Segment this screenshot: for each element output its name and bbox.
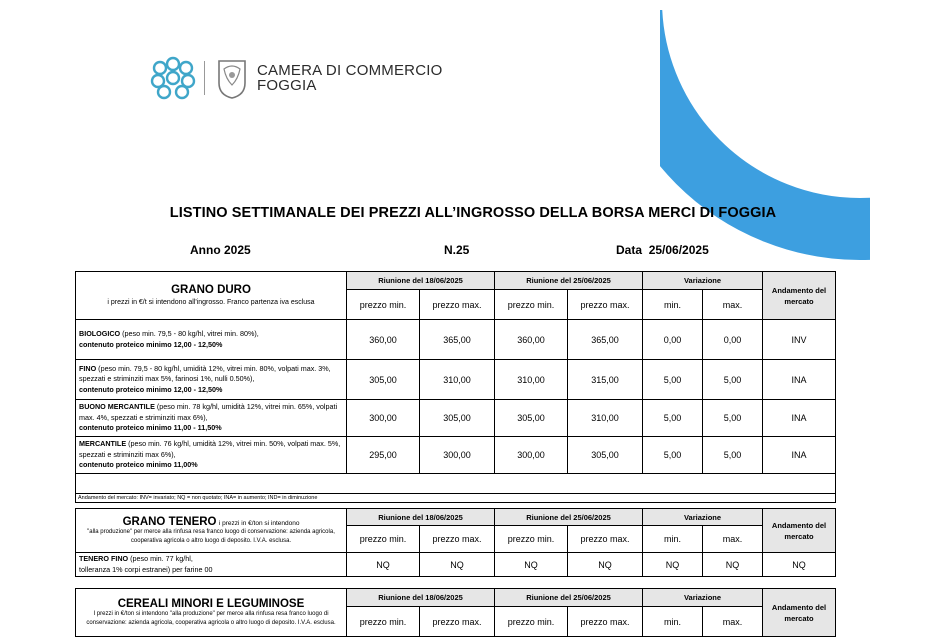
price-value: 310,00 xyxy=(495,360,568,400)
grano-duro-note: i prezzi in €/t si intendono all'ingrosso. Franco partenza iva esclusa xyxy=(107,299,315,306)
product-description: (peso min. 78 kg/hl, umidità 12%, vitrei min. 65%, volpati max. 4%, spezzati e striminziti max 6%), xyxy=(79,402,338,422)
col-var-min: min. xyxy=(643,607,703,637)
price-value: NQ xyxy=(347,553,420,577)
grano-tenero-title: GRANO TENERO xyxy=(122,516,217,528)
price-value: 5,00 xyxy=(703,400,763,437)
meta-data-value: 25/06/2025 xyxy=(648,243,709,257)
col-riunione-2: Riunione del 25/06/2025 xyxy=(495,272,643,290)
col-var-min: min. xyxy=(643,526,703,553)
col-andamento: Andamento del mercato xyxy=(763,589,836,637)
andamento-value: INA xyxy=(763,400,836,437)
foggia-seal-icon xyxy=(215,57,249,99)
table-row xyxy=(76,320,836,360)
price-value: 0,00 xyxy=(643,320,703,360)
col-prezzo-min: prezzo min. xyxy=(347,290,420,320)
decorative-arc xyxy=(600,0,946,260)
price-value: 5,00 xyxy=(703,360,763,400)
table-row xyxy=(76,553,836,577)
grano-tenero-note: "alla produzione" per merce alla rinfusa resa franco luogo di conservazione: azienda agricola, cooperativa agricola o altro luogo di deposito. I.V.A. esclusa. xyxy=(87,529,335,544)
price-value: 5,00 xyxy=(643,400,703,437)
col-prezzo-min: prezzo min. xyxy=(347,526,420,553)
cereali-note: I prezzi in €/ton si intendono "alla produzione" per merce alla rinfusa resa franco luogo di conservazione: azienda agricola, cooperativa agricola o altro luogo di deposito. I.V.A. esclusa. xyxy=(86,611,336,626)
organization-name xyxy=(257,63,442,93)
price-value: NQ xyxy=(495,553,568,577)
product-protein: contenuto proteico minimo 12,00 - 12,50% xyxy=(79,339,223,349)
price-value: 5,00 xyxy=(643,360,703,400)
andamento-value: INA xyxy=(763,437,836,474)
header-logo xyxy=(150,56,442,100)
price-value: 310,00 xyxy=(568,400,643,437)
grano-tenero-table xyxy=(75,508,836,577)
table-row xyxy=(76,437,836,474)
price-value: 360,00 xyxy=(347,320,420,360)
andamento-value: NQ xyxy=(763,553,836,577)
grano-tenero-header xyxy=(76,509,347,553)
price-value: 315,00 xyxy=(568,360,643,400)
col-variazione: Variazione xyxy=(643,509,763,526)
col-prezzo-min: prezzo min. xyxy=(495,290,568,320)
col-prezzo-max: prezzo max. xyxy=(568,290,643,320)
price-value: NQ xyxy=(643,553,703,577)
product-name: FINO xyxy=(79,363,97,373)
table-row xyxy=(76,400,836,437)
col-prezzo-min: prezzo min. xyxy=(495,526,568,553)
price-value: 5,00 xyxy=(703,437,763,474)
logo-separator xyxy=(204,61,205,95)
product-name: TENERO FINO xyxy=(79,554,129,563)
col-prezzo-min: prezzo min. xyxy=(495,607,568,637)
price-value: 5,00 xyxy=(643,437,703,474)
col-variazione: Variazione xyxy=(643,272,763,290)
meta-data-label: Data xyxy=(616,243,643,257)
col-var-max: max. xyxy=(703,607,763,637)
product-protein: contenuto proteico minimo 11,00 - 11,50% xyxy=(79,423,222,433)
cereali-header xyxy=(76,589,347,637)
product-name: BIOLOGICO xyxy=(79,329,121,338)
camera-commercio-logo-icon xyxy=(150,56,196,100)
product-description: (peso min. 79,5 - 80 kg/hl, vitrei min. 80%), xyxy=(122,329,259,338)
col-variazione: Variazione xyxy=(643,589,763,607)
col-prezzo-max: prezzo max. xyxy=(420,607,495,637)
col-var-min: min. xyxy=(643,290,703,320)
col-riunione-1: Riunione del 18/06/2025 xyxy=(347,589,495,607)
col-andamento: Andamento del mercato xyxy=(763,272,836,320)
col-prezzo-max: prezzo max. xyxy=(568,526,643,553)
col-var-max: max. xyxy=(703,290,763,320)
price-value: 365,00 xyxy=(420,320,495,360)
grano-duro-title: GRANO DURO xyxy=(171,284,251,296)
price-value: 365,00 xyxy=(568,320,643,360)
grano-duro-header xyxy=(76,272,347,320)
blank-row xyxy=(76,474,836,494)
product-cell xyxy=(76,437,347,474)
org-line2: FOGGIA xyxy=(257,77,317,94)
col-prezzo-min: prezzo min. xyxy=(347,607,420,637)
meta-numero: N.25 xyxy=(444,243,470,257)
cereali-title: CEREALI MINORI E LEGUMINOSE xyxy=(117,598,305,610)
meta-anno: Anno 2025 xyxy=(190,243,251,257)
grano-duro-table xyxy=(75,271,836,503)
product-name: MERCANTILE xyxy=(79,439,127,449)
price-value: 295,00 xyxy=(347,437,420,474)
product-description: (peso min. 76 kg/hl, umidità 12%, vitrei min. 50%, volpati max. 5%, spezzati e striminziti max 6%), xyxy=(79,439,341,459)
price-value: 305,00 xyxy=(568,437,643,474)
price-value: 305,00 xyxy=(420,400,495,437)
product-cell xyxy=(76,553,347,577)
meta-data xyxy=(616,243,709,257)
product-name: BUONO MERCANTILE xyxy=(79,402,155,412)
price-value: 305,00 xyxy=(347,360,420,400)
price-value: 0,00 xyxy=(703,320,763,360)
col-prezzo-max: prezzo max. xyxy=(420,290,495,320)
col-riunione-1: Riunione del 18/06/2025 xyxy=(347,509,495,526)
product-protein: contenuto proteico minimo 11,00% xyxy=(79,460,198,470)
price-value: NQ xyxy=(568,553,643,577)
org-line1: CAMERA DI COMMERCIO xyxy=(257,62,443,79)
price-value: 310,00 xyxy=(420,360,495,400)
col-prezzo-max: prezzo max. xyxy=(568,607,643,637)
price-value: 305,00 xyxy=(495,400,568,437)
page-title: LISTINO SETTIMANALE DEI PREZZI ALL’INGROSSO DELLA BORSA MERCI DI FOGGIA xyxy=(169,205,777,221)
col-var-max: max. xyxy=(703,526,763,553)
andamento-value: INV xyxy=(763,320,836,360)
col-riunione-2: Riunione del 25/06/2025 xyxy=(495,509,643,526)
cereali-table xyxy=(75,588,836,637)
product-protein: contenuto proteico minimo 12,00 - 12,50% xyxy=(79,384,223,394)
table-row xyxy=(76,360,836,400)
product-cell xyxy=(76,360,347,400)
price-value: 300,00 xyxy=(495,437,568,474)
andamento-value: INA xyxy=(763,360,836,400)
market-legend: Andamento del mercato: INV= invariato; NQ = non quotato; INA= in aumento; IND= in diminuzione xyxy=(76,494,836,503)
col-riunione-2: Riunione del 25/06/2025 xyxy=(495,589,643,607)
price-value: 300,00 xyxy=(347,400,420,437)
product-cell xyxy=(76,400,347,437)
price-value: 360,00 xyxy=(495,320,568,360)
grano-tenero-note-inline: i prezzi in €/ton si intendono xyxy=(218,520,300,527)
col-andamento: Andamento del mercato xyxy=(763,509,836,553)
product-description: (peso min. 77 kg/hl, xyxy=(130,554,193,563)
col-prezzo-max: prezzo max. xyxy=(420,526,495,553)
product-protein: tolleranza 1% corpi estranei) per farine 00 xyxy=(79,564,213,574)
price-value: NQ xyxy=(420,553,495,577)
price-value: 300,00 xyxy=(420,437,495,474)
col-riunione-1: Riunione del 18/06/2025 xyxy=(347,272,495,290)
price-value: NQ xyxy=(703,553,763,577)
product-cell xyxy=(76,320,347,360)
product-description: (peso min. 79,5 - 80 kg/hl, umidità 12%, vitrei min. 80%, volpati max. 3%, spezzati e striminziti max 5%, farinosi 1%, nulli 0.50%), xyxy=(79,363,331,384)
